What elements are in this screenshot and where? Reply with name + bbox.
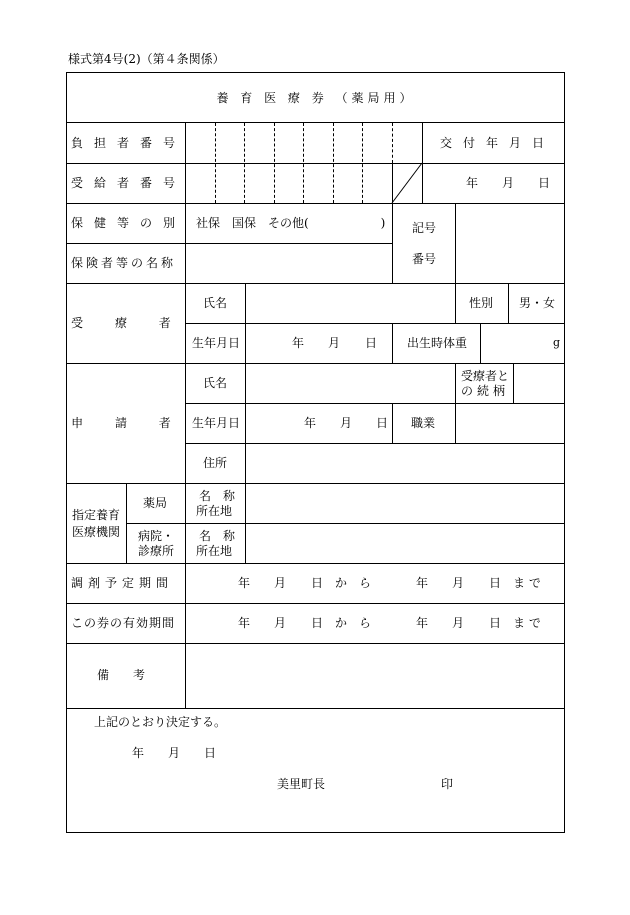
digit-separator: [244, 123, 245, 203]
pharmacy-name-label: 名 称: [199, 489, 236, 503]
rule: [126, 523, 565, 524]
applicant-job-label: 職業: [411, 416, 436, 430]
patient-sex-label: 性別: [469, 296, 494, 310]
applicant-dob-label: 生年月日: [192, 416, 241, 430]
recipient-number-label: 受給者番号: [71, 176, 187, 190]
validity-from-year: 年: [238, 616, 251, 630]
rule: [392, 403, 393, 443]
patient-section-label: 受 療 者: [71, 316, 185, 330]
rule: [67, 163, 565, 164]
rule: [455, 203, 456, 283]
validity-from-month: 月: [274, 616, 287, 630]
dispensing-to-year: 年: [416, 576, 429, 590]
digit-separator: [392, 123, 393, 163]
bango-label: 番号: [412, 252, 437, 266]
diagonal-slash: [391, 162, 423, 204]
rule: [67, 203, 565, 204]
patient-dob-label: 生年月日: [192, 336, 241, 350]
insurance-type-label: 保健等の別: [71, 216, 187, 230]
rule: [67, 708, 565, 709]
rule: [480, 323, 481, 363]
rule: [455, 283, 456, 323]
rule: [508, 283, 509, 323]
recipient-date-day: 日: [538, 176, 551, 190]
patient-dob-day: 日: [365, 336, 378, 350]
applicant-dob-month: 月: [340, 416, 353, 430]
insurance-options: 社保 国保 その他( ): [196, 216, 386, 230]
kigo-label: 記号: [412, 221, 437, 235]
rule: [67, 122, 565, 123]
digit-separator: [215, 123, 216, 203]
decision-month: 月: [168, 746, 181, 760]
decision-year: 年: [132, 746, 145, 760]
rule: [67, 243, 392, 244]
rule: [67, 483, 565, 484]
patient-name-label: 氏名: [203, 296, 228, 310]
hospital-name-label: 名 称: [199, 529, 236, 543]
rule: [185, 443, 565, 444]
burden-number-label: 負担者番号: [71, 136, 187, 150]
rule: [513, 363, 514, 403]
rule: [245, 443, 246, 483]
digit-separator: [274, 123, 275, 203]
pharmacy-label: 薬局: [143, 496, 168, 510]
hospital-label-line2: 診療所: [138, 544, 175, 558]
rule: [67, 563, 565, 564]
hospital-location-label: 所在地: [196, 544, 233, 558]
dispensing-from-year: 年: [238, 576, 251, 590]
weight-unit: g: [553, 336, 561, 349]
validity-to-month: 月: [452, 616, 465, 630]
rule: [126, 483, 127, 563]
hospital-label-line1: 病院・: [138, 529, 175, 543]
validity-from-day: 日 か ら: [311, 616, 372, 630]
rule: [185, 323, 565, 324]
decision-day: 日: [204, 746, 217, 760]
applicant-dob-year: 年: [304, 416, 317, 430]
form-reference: 様式第4号(2)（第４条関係）: [68, 52, 225, 66]
institution-label-line2: 医療機関: [72, 525, 121, 539]
relation-label-line1: 受療者と: [461, 369, 510, 383]
patient-sex-value: 男・女: [519, 296, 556, 310]
dispensing-from-month: 月: [274, 576, 287, 590]
rule: [245, 323, 246, 363]
rule: [245, 283, 246, 323]
rule: [455, 363, 456, 403]
recipient-date-month: 月: [502, 176, 515, 190]
institution-label-line1: 指定養育: [72, 508, 121, 522]
applicant-dob-day: 日: [376, 416, 389, 430]
issue-date-label: 交付年月日: [440, 136, 556, 150]
rule: [67, 643, 565, 644]
rule: [67, 363, 565, 364]
rule: [245, 363, 246, 403]
insurer-name-label: 保険者等の名称: [71, 256, 177, 270]
mayor-label: 美里町長: [277, 777, 326, 791]
dispensing-to-month: 月: [452, 576, 465, 590]
decision-text: 上記のとおり決定する。: [94, 715, 227, 729]
applicant-section-label: 申 請 者: [71, 416, 185, 430]
applicant-name-label: 氏名: [203, 376, 228, 390]
dispensing-to-day: 日 ま で: [489, 576, 541, 590]
validity-period-label: この券の有効期間: [71, 616, 176, 630]
form-title: 養 育 医 療 券 （薬局用）: [216, 91, 416, 105]
digit-separator: [362, 123, 363, 203]
digit-separator: [303, 123, 304, 203]
rule: [67, 283, 565, 284]
validity-to-year: 年: [416, 616, 429, 630]
relation-label-line2: の続柄: [461, 384, 510, 398]
rule: [185, 122, 186, 708]
rule: [185, 403, 565, 404]
patient-dob-year: 年: [292, 336, 305, 350]
applicant-address-label: 住所: [203, 456, 228, 470]
rule: [392, 323, 393, 363]
validity-to-day: 日 ま で: [489, 616, 541, 630]
patient-dob-month: 月: [328, 336, 341, 350]
dispensing-from-day: 日 か ら: [311, 576, 372, 590]
birth-weight-label: 出生時体重: [407, 336, 468, 350]
dispensing-period-label: 調剤予定期間: [71, 576, 174, 590]
rule: [455, 403, 456, 443]
digit-separator: [333, 123, 334, 203]
seal-mark: 印: [441, 777, 454, 791]
remarks-label: 備 考: [97, 668, 146, 682]
recipient-date-year: 年: [466, 176, 479, 190]
rule: [392, 203, 393, 283]
pharmacy-location-label: 所在地: [196, 504, 233, 518]
rule: [245, 403, 246, 443]
rule: [245, 483, 246, 563]
rule: [67, 603, 565, 604]
